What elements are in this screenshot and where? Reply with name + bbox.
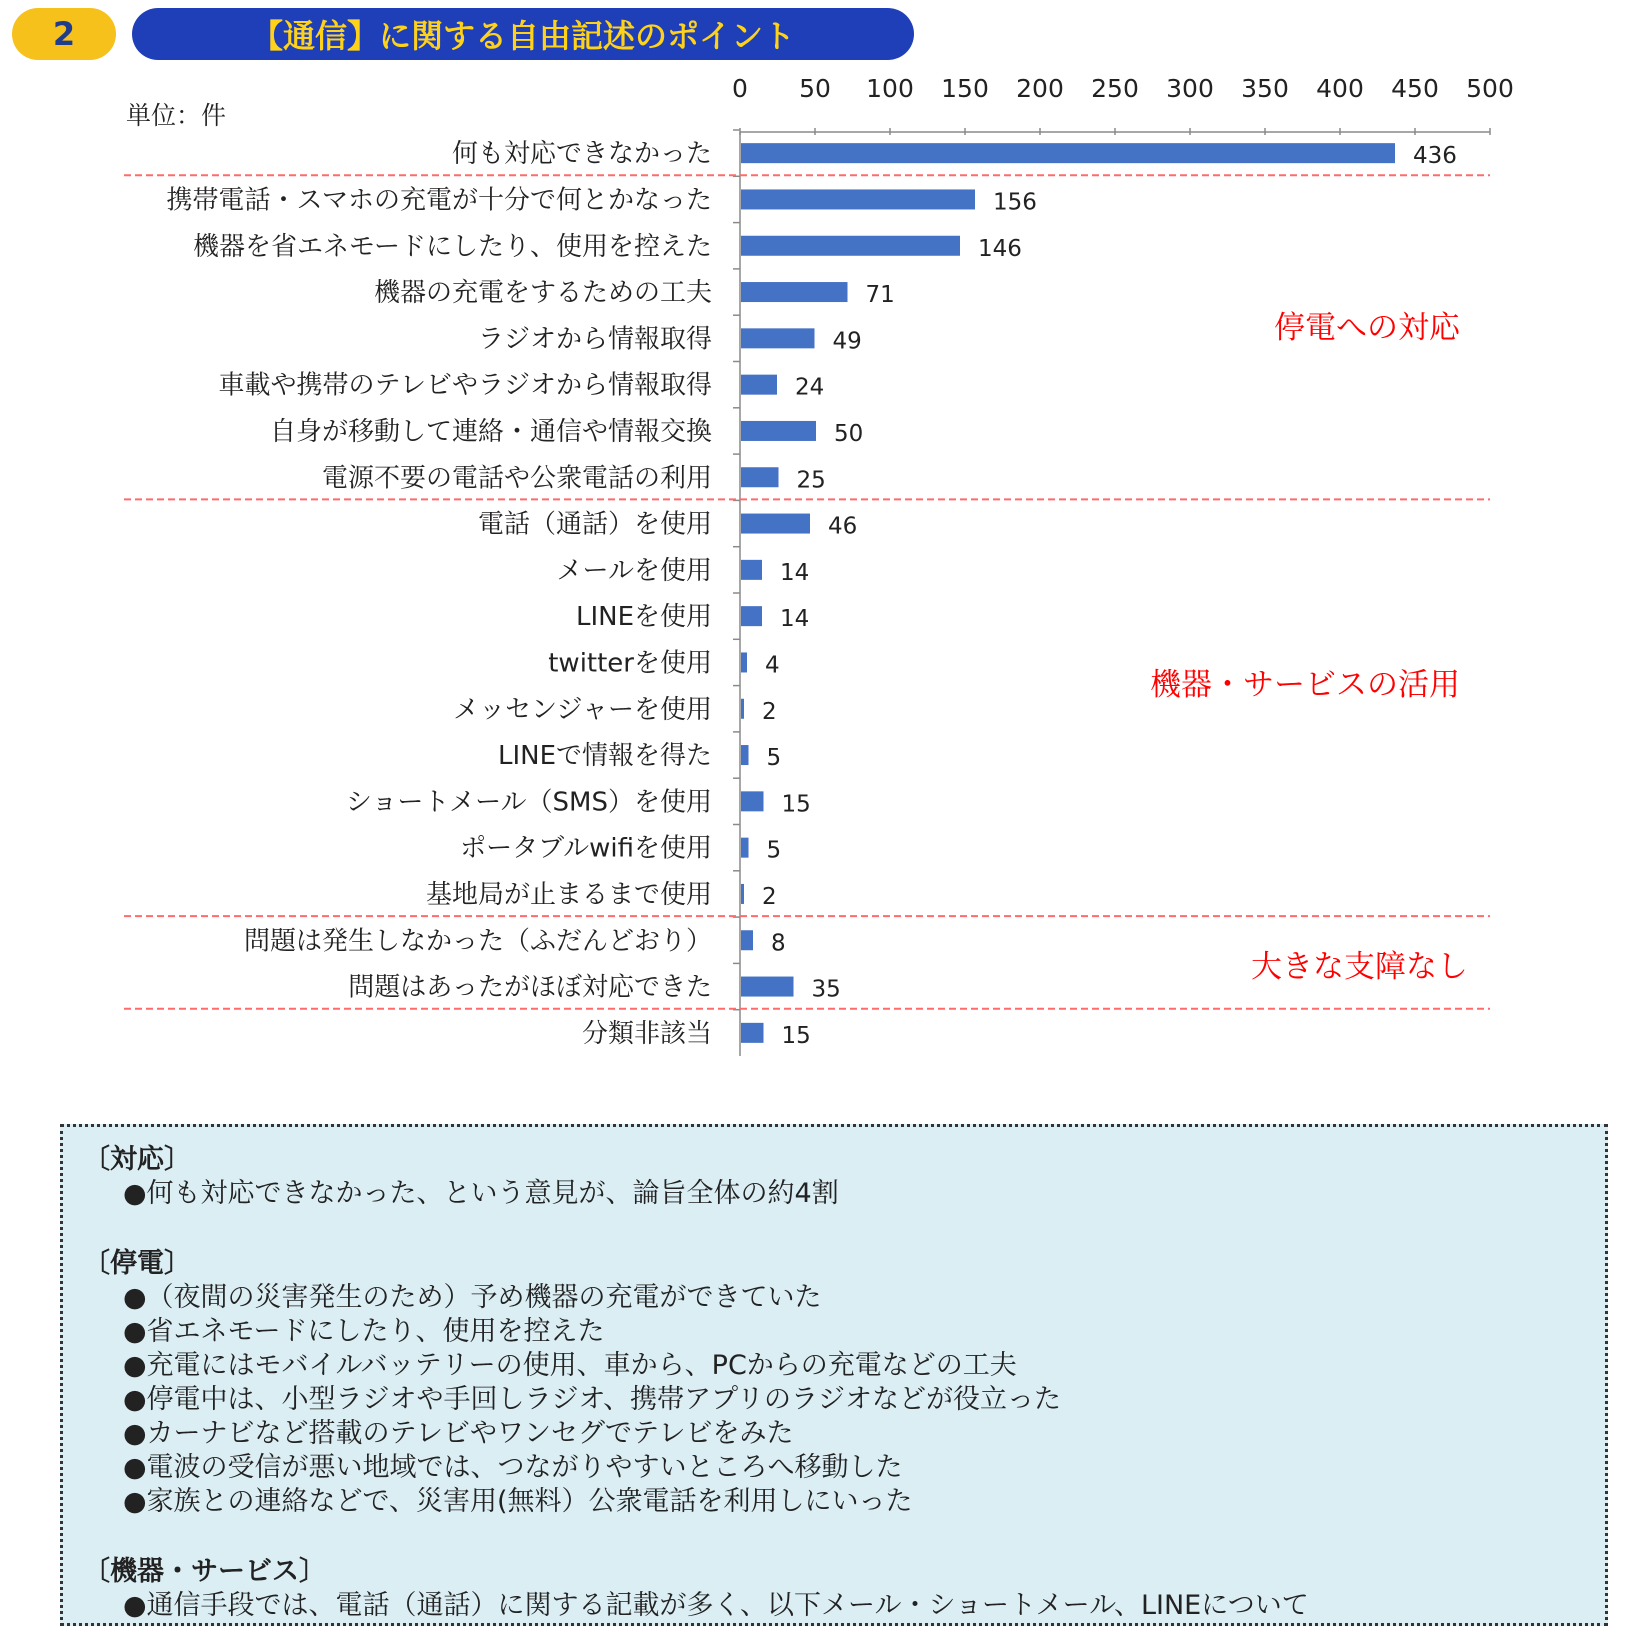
x-tick-label: 350	[1241, 74, 1289, 103]
bar	[741, 560, 762, 580]
bar	[741, 467, 779, 487]
bar	[741, 282, 848, 302]
data-label: 35	[811, 976, 841, 1003]
bar	[741, 930, 753, 950]
category-label: 電源不要の電話や公衆電話の利用	[321, 463, 712, 494]
data-label: 5	[766, 837, 782, 864]
group-label-devices: 機器・サービスの活用	[1150, 667, 1460, 703]
notes-section-devices	[83, 1555, 1585, 1623]
notes-section-response	[83, 1143, 1585, 1211]
notes-heading: 〔機器・サービス〕	[83, 1556, 326, 1587]
group-label-outage: 停電への対応	[1274, 310, 1460, 346]
bar	[741, 791, 764, 811]
x-tick-label: 250	[1091, 74, 1139, 103]
bar	[741, 189, 975, 209]
category-label: 電話（通話）を使用	[477, 509, 712, 540]
data-label: 24	[795, 374, 825, 401]
notes-item: ●省エネモードにしたり、使用を控えた	[123, 1316, 605, 1347]
bar	[741, 606, 762, 626]
data-label: 14	[780, 559, 810, 586]
category-label: メッセンジャーを使用	[453, 694, 712, 725]
x-tick-label: 400	[1316, 74, 1364, 103]
x-tick-label: 500	[1466, 74, 1514, 103]
bar	[741, 143, 1395, 163]
data-label: 436	[1413, 143, 1457, 170]
data-label: 8	[771, 930, 786, 957]
notes-item: ●家族との連絡などで、災害用(無料）公衆電話を利用しにいった	[123, 1486, 913, 1517]
bar	[741, 421, 816, 441]
data-label: 4	[765, 652, 780, 679]
bar	[741, 375, 777, 395]
summary-notes	[60, 1124, 1608, 1626]
page-title: 【通信】に関する自由記述のポイント	[132, 8, 914, 60]
category-label: 携帯電話・スマホの充電が十分で何とかなった	[166, 185, 712, 216]
unit-label: 単位：件	[126, 101, 227, 130]
notes-section-outage	[83, 1247, 1585, 1519]
notes-heading: 〔停電〕	[83, 1248, 191, 1279]
data-label: 5	[766, 745, 782, 772]
x-tick-label: 50	[799, 74, 831, 103]
category-label: ラジオから情報取得	[477, 324, 712, 355]
category-label: ポータブルwifiを使用	[460, 833, 712, 864]
bar	[741, 236, 960, 256]
x-tick-label: 150	[941, 74, 989, 103]
section-number-badge: 2	[12, 8, 116, 60]
category-label: LINEを使用	[575, 602, 712, 633]
data-label: 15	[781, 1022, 811, 1049]
x-tick-label: 200	[1016, 74, 1064, 103]
x-tick-label: 0	[732, 74, 748, 103]
notes-item: ●何も対応できなかった、という意見が、論旨全体の約4割	[123, 1178, 839, 1209]
notes-item: ●停電中は、小型ラジオや手回しラジオ、携帯アプリのラジオなどが役立った	[123, 1384, 1062, 1415]
bar	[741, 884, 744, 904]
bar	[741, 652, 747, 672]
data-label: 14	[780, 606, 810, 633]
notes-item: ●充電にはモバイルバッテリーの使用、車から、PCからの充電などの工夫	[123, 1350, 1017, 1381]
x-tick-label: 450	[1391, 74, 1439, 103]
category-label: LINEで情報を得た	[497, 741, 712, 772]
data-label: 49	[832, 328, 862, 355]
notes-item: ●（夜間の災害発生のため）予め機器の充電ができていた	[123, 1282, 822, 1313]
category-label: 分類非該当	[581, 1018, 712, 1049]
notes-item: ●カーナビなど搭載のテレビやワンセグでテレビをみた	[123, 1418, 794, 1449]
data-label: 146	[978, 235, 1022, 262]
category-label: 何も対応できなかった	[451, 139, 712, 170]
bar	[741, 514, 810, 534]
category-label: 基地局が止まるまで使用	[425, 879, 712, 910]
bar-chart	[0, 70, 1650, 1070]
category-label: 問題は発生しなかった（ふだんどおり）	[243, 926, 712, 957]
data-label: 25	[796, 467, 826, 494]
x-tick-label: 300	[1166, 74, 1214, 103]
data-label: 156	[993, 189, 1037, 216]
bar	[741, 838, 749, 858]
data-label: 2	[762, 698, 777, 725]
category-label: ショートメール（SMS）を使用	[345, 787, 712, 818]
category-label: twitterを使用	[548, 648, 712, 679]
bar	[741, 328, 815, 348]
data-label: 2	[762, 883, 777, 910]
bar	[741, 699, 744, 719]
data-label: 46	[828, 513, 858, 540]
category-label: 機器を省エネモードにしたり、使用を控えた	[193, 231, 712, 262]
category-label: 問題はあったがほぼ対応できた	[348, 972, 712, 1003]
notes-item: ●電波の受信が悪い地域では、つながりやすいところへ移動した	[123, 1452, 903, 1483]
category-label: 機器の充電をするための工夫	[373, 278, 712, 309]
data-label: 50	[834, 420, 864, 447]
x-tick-label: 100	[866, 74, 914, 103]
notes-item: ●通信手段では、電話（通話）に関する記載が多く、以下メール・ショートメール、LINEについて	[123, 1590, 1309, 1621]
notes-heading: 〔対応〕	[83, 1144, 191, 1175]
group-label-no-problem: 大きな支障なし	[1251, 949, 1468, 985]
category-label: 車載や携帯のテレビやラジオから情報取得	[218, 370, 712, 401]
category-label: 自身が移動して連絡・通信や情報交換	[269, 416, 712, 447]
bar	[741, 1023, 764, 1043]
category-label: メールを使用	[556, 555, 712, 586]
data-label: 15	[781, 791, 811, 818]
data-label: 71	[865, 282, 895, 309]
bar	[741, 745, 749, 765]
bar	[741, 977, 794, 997]
